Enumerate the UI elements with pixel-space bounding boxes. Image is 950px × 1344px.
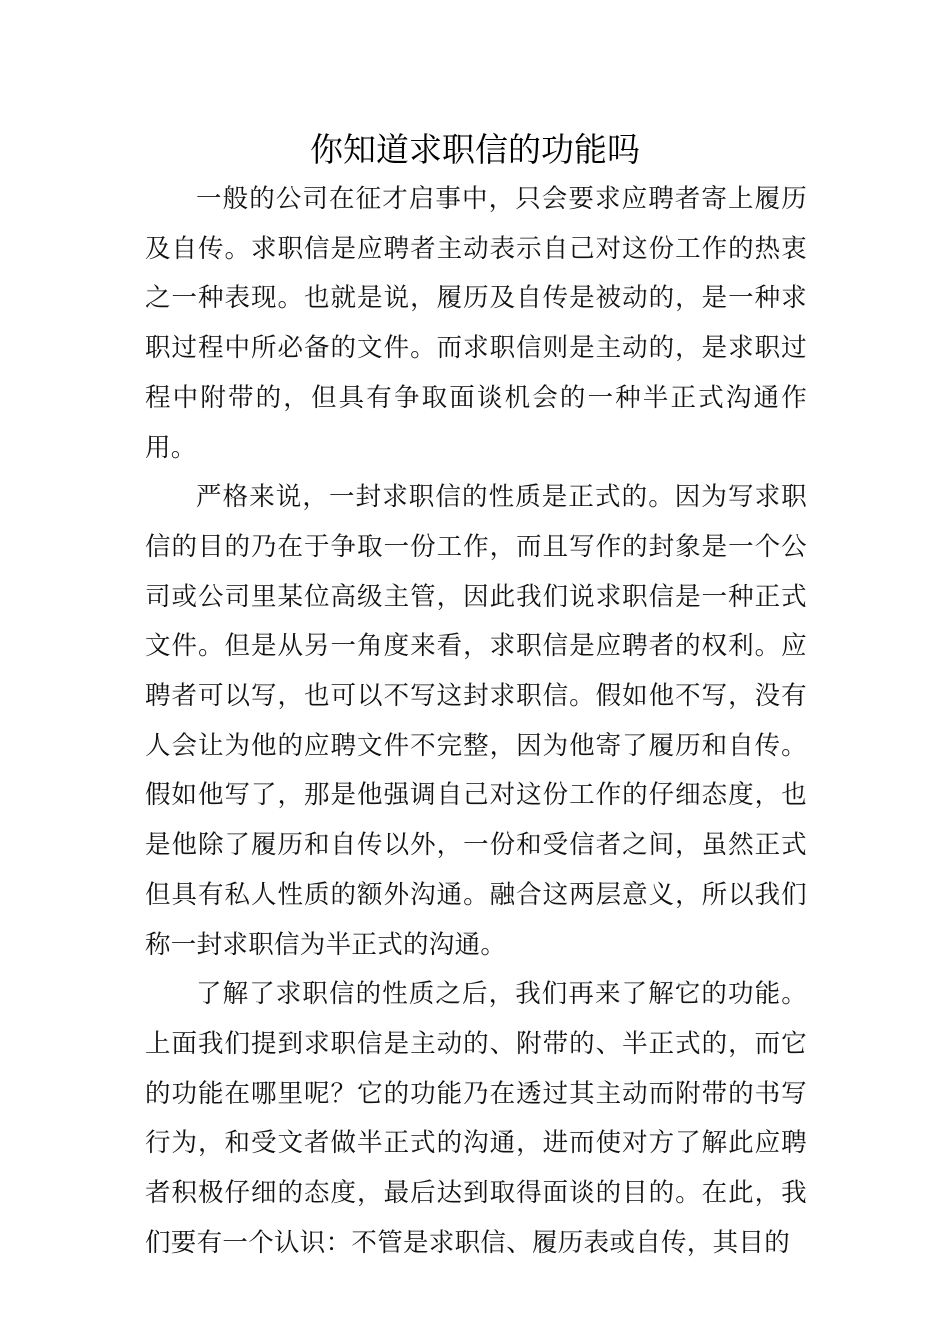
paragraph-3: 了解了求职信的性质之后，我们再来了解它的功能。上面我们提到求职信是主动的、附带的、半正式的，而它的功能在哪里呢？它的功能乃在透过其主动而附带的书写行为，和受文者做半正式的沟通，进而使对方了解此应聘者积极仔细的态度，最后达到取得面谈的目的。在此，我们要有一个认识：不管是求职信、履历表或自传，其目的 [145,979,807,1258]
document-title: 你知道求职信的功能吗 [310,130,640,169]
document-body [145,175,807,1268]
paragraph-1: 一般的公司在征才启事中，只会要求应聘者寄上履历及自传。求职信是应聘者主动表示自己对这份工作的热衷之一种表现。也就是说，履历及自传是被动的，是一种求职过程中所必备的文件。而求职信则是主动的，是求职过程中附带的，但具有争取面谈机会的一种半正式沟通作用。 [145,184,807,463]
paragraph-2: 严格来说，一封求职信的性质是正式的。因为写求职信的目的乃在于争取一份工作，而且写作的封象是一个公司或公司里某位高级主管，因此我们说求职信是一种正式文件。但是从另一角度来看，求职信是应聘者的权利。应聘者可以写，也可以不写这封求职信。假如他不写，没有人会让为他的应聘文件不完整，因为他寄了履历和自传。假如他写了，那是他强调自己对这份工作的仔细态度，也是他除了履历和自传以外，一份和受信者之间，虽然正式但具有私人性质的额外沟通。融合这两层意义，所以我们称一封求职信为半正式的沟通。 [145,482,807,960]
